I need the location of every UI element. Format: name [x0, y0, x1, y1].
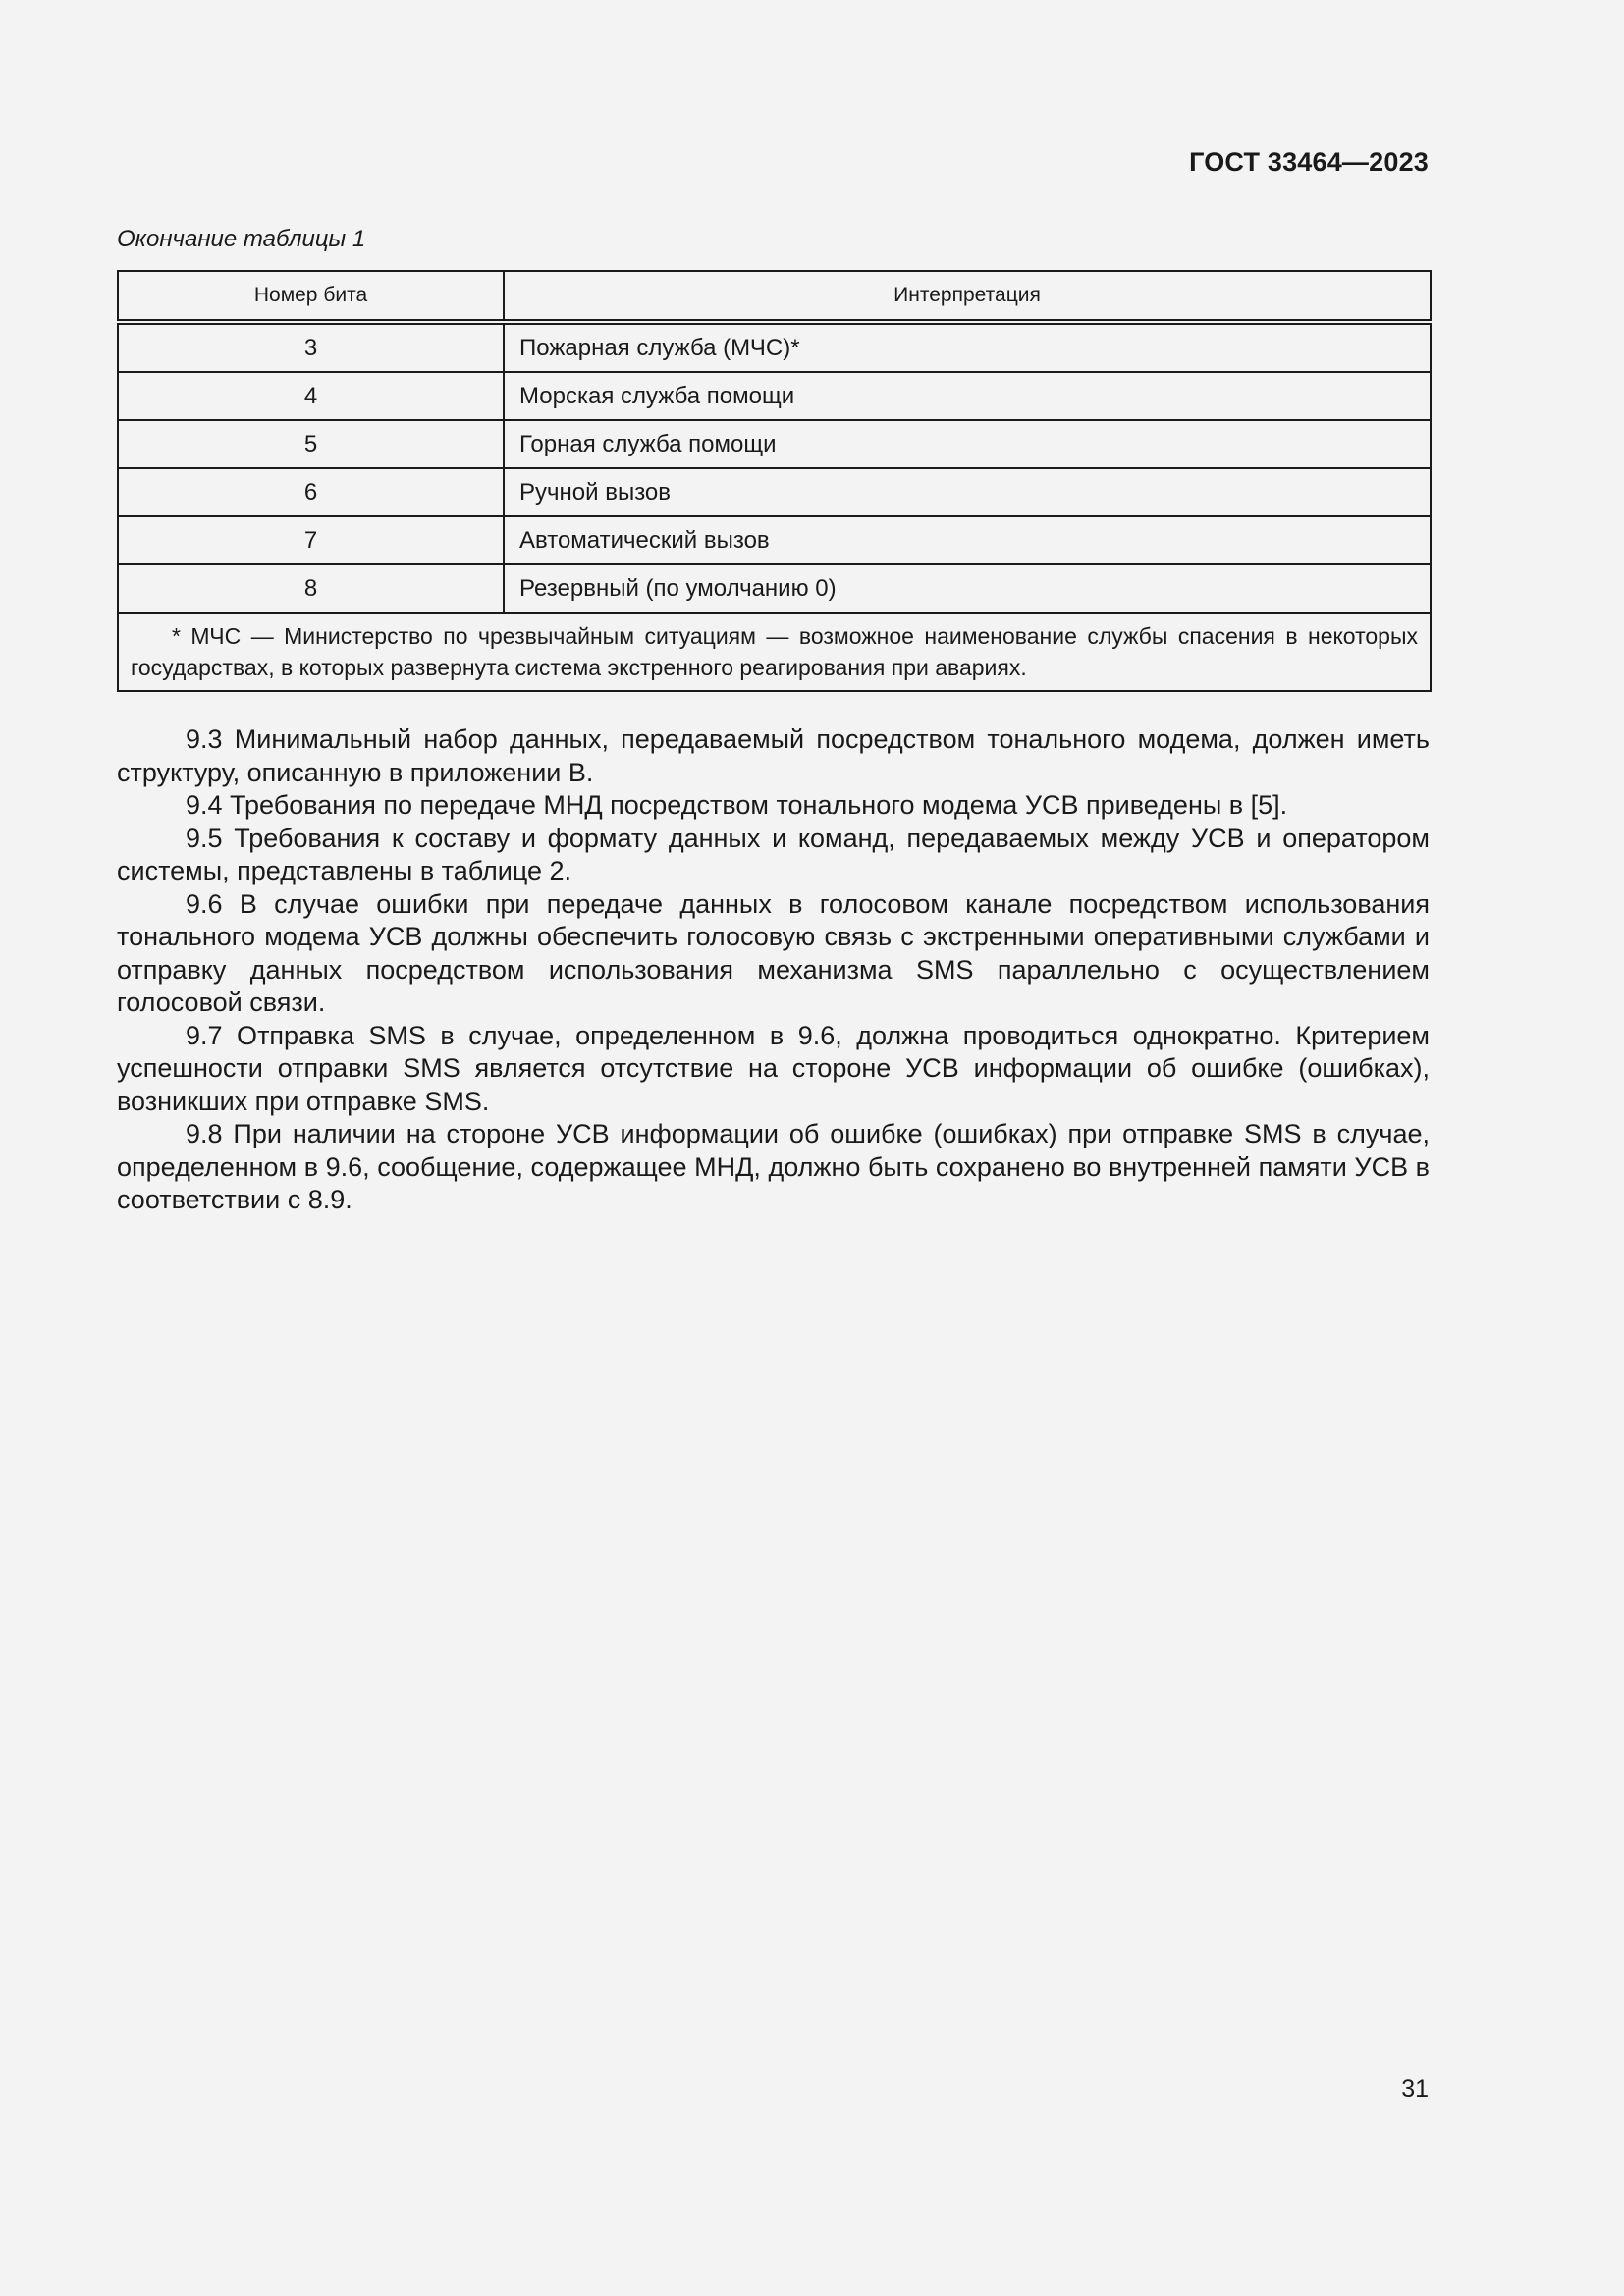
bit-number-cell: 8 — [118, 564, 504, 613]
table-caption: Окончание таблицы 1 — [117, 226, 366, 252]
table-row — [118, 516, 1431, 564]
table-row — [118, 564, 1431, 613]
paragraph-9-6: 9.6 В случае ошибки при передаче данных в голосовом канале посредством использования тонального модема УСВ должны обеспечить голосовую связь с экстренными оперативными службами и отправку данных посредством использования механизма SMS параллельно с осуществлением голосовой связи. — [117, 888, 1430, 1017]
interpretation-cell: Горная служба помощи — [504, 420, 1431, 468]
table-row — [118, 322, 1431, 372]
column-header-bit-number: Номер бита — [118, 271, 504, 322]
bit-number-cell: 4 — [118, 372, 504, 420]
interpretation-cell: Резервный (по умолчанию 0) — [504, 564, 1431, 613]
paragraph-9-5: 9.5 Требования к составу и формату данных и команд, передаваемых между УСВ и оператором системы, представлены в таблице 2. — [117, 823, 1430, 885]
table-header-row — [118, 271, 1431, 322]
table-row — [118, 372, 1431, 420]
interpretation-cell: Автоматический вызов — [504, 516, 1431, 564]
table-row — [118, 420, 1431, 468]
bit-number-cell: 5 — [118, 420, 504, 468]
bit-number-cell: 7 — [118, 516, 504, 564]
bit-number-cell: 3 — [118, 322, 504, 372]
table-footnote-row — [118, 613, 1431, 691]
paragraph-9-8: 9.8 При наличии на стороне УСВ информации об ошибке (ошибках) при отправке SMS в случае, определенном в 9.6, сообщение, содержащее МНД, должно быть сохранено во внутренней памяти УСВ в соответствии с 8.9. — [117, 1119, 1430, 1214]
interpretation-cell: Пожарная служба (МЧС)* — [504, 322, 1431, 372]
document-code: ГОСТ 33464—2023 — [1189, 147, 1429, 177]
table-row — [118, 468, 1431, 516]
body-text — [117, 723, 1430, 1217]
bit-interpretation-table — [117, 270, 1432, 692]
paragraph-9-4: 9.4 Требования по передаче МНД посредством тонального модема УСВ приведены в [5]. — [186, 790, 1288, 820]
paragraph-9-3: 9.3 Минимальный набор данных, передаваемый посредством тонального модема, должен иметь структуру, описанную в приложении В. — [117, 724, 1430, 787]
page-number: 31 — [1401, 2075, 1429, 2103]
bit-number-cell: 6 — [118, 468, 504, 516]
table-footnote: * МЧС — Министерство по чрезвычайным ситуациям — возможное наименование службы спасения в некоторых государствах, в которых развернута система экстренного реагирования при авариях. — [118, 613, 1431, 691]
interpretation-cell: Ручной вызов — [504, 468, 1431, 516]
column-header-interpretation: Интерпретация — [504, 271, 1431, 322]
paragraph-9-7: 9.7 Отправка SMS в случае, определенном в 9.6, должна проводиться однократно. Критерием успешности отправки SMS является отсутствие на стороне УСВ информации об ошибке (ошибках), возникших при отправке SMS. — [117, 1020, 1430, 1116]
interpretation-cell: Морская служба помощи — [504, 372, 1431, 420]
